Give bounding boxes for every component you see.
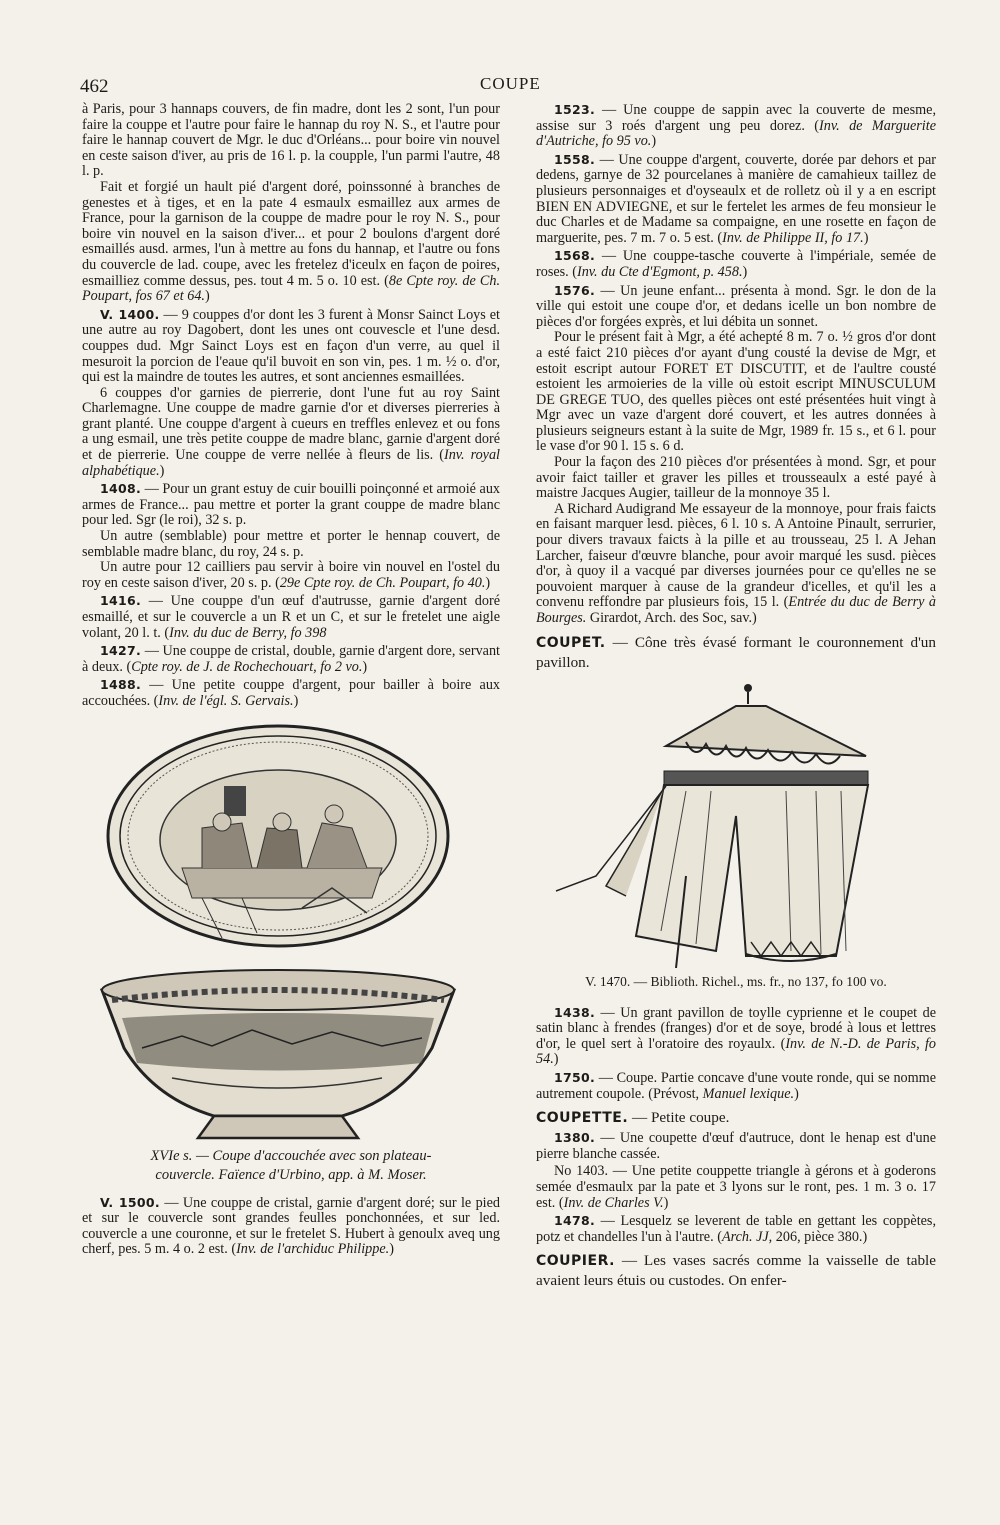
- entry-1403: No 1403. — Une petite couppette triangle à gérons et à goderons semée d'esmaulx par la pate et 3 lyons sur le ront, pes. 1 m. 3 o. 17 est. (Inv. de Charles V.): [536, 1163, 936, 1211]
- entry-1488: 1488. — Une petite couppe d'argent, pour bailler à boire aux accouchées. (Inv. de l'égl. S. Gervais.): [82, 677, 501, 709]
- entry-date: 1523.: [554, 102, 596, 117]
- entry-1478: 1478. — Lesquelz se leverent de table en gettant les coppètes, potz et chandelles l'un à l'autre. (Arch. JJ, 206, pièce 380.): [536, 1213, 937, 1245]
- lemma-coupier: COUPIER. — Les vases sacrés comme la vaisselle de table avaient leurs étuis ou custodes. On enfer-: [536, 1252, 936, 1290]
- entry-1380: 1380. — Une coupette d'œuf d'autruce, dont le henap est d'une pierre blanche cassée.: [536, 1130, 936, 1162]
- source-citation: Inv. de Charles V.: [563, 1194, 664, 1211]
- bowl-illustration: [82, 718, 500, 1143]
- entry-1438: 1438. — Un grant pavillon de toylle cyprienne et le coupet de satin blanc à frendes (franges) d'or et de soye, brodé à lous et lettres d'or, le quel sert à l'oratoire des royaulx. (Inv. de N.-D. de Paris, fo 54.): [536, 1004, 937, 1068]
- entry-continued: à Paris, pour 3 hannaps couvers, de fin madre, dont les 2 sont, l'un pour faire la couppe et l'autre pour faire le hannap du roy N. S., et l'autre pour faire le hannap couvert de Mgr. le duc d'Orléans... pour boire vin nouvel en ceste saison d'iver, au pris de 16 l. p. la coupple, l'un parmi l'autre, 48 l. p.: [82, 101, 500, 180]
- entry-date: 1408.: [100, 481, 142, 497]
- entry-date: 1427.: [100, 643, 142, 659]
- source-citation: Cpte roy. de J. de Rochechouart, fo 2 vo.: [131, 658, 363, 675]
- entry-date: 1438.: [554, 1004, 596, 1020]
- lemma-coupette: COUPETTE. — Petite coupe.: [536, 1109, 730, 1127]
- headword: COUPET.: [536, 634, 606, 651]
- running-head: COUPE: [480, 74, 541, 93]
- source-citation: Inv. de Marguerite d'Autriche, fo 95 vo.: [536, 117, 936, 150]
- entry-paragraph: A Richard Audigrand Me essayeur de la monnoye, pour frais faicts en faisant marquer lesd. pièces, 6 l. 10 s. A Antoine Pinault, serrurier, pour divers travaux faicts à la pille et au trousseau, 25 l. A Jehan Larcher, faiseur d'œuvre blanche, pour avoir marqué les susd. pièces d'or, à quoy il a vacqué par diverses journées pour ce qu'elles ne se pouvoient marquer à cause de la grandeur d'icelles, et qu'il les a convenu reffondre par plusieurs fois, 15 l. (Entrée du duc de Berry à Bourges. Girardot, Arch. des Soc, sav.): [536, 500, 937, 626]
- entry-1576: 1576. — Un jeune enfant... présenta à mond. Sgr. le don de la ville qui estoit une coupe d'or, et dedans icelle un bon nombre de pièces d'or forgées exprès, et lui débita un sonnet.: [536, 282, 937, 330]
- pavilion-illustration: [536, 676, 936, 968]
- entry-paragraph: 6 couppes d'or garnies de pierrerie, dont l'une fut au roy Saint Charlemagne. Une couppe de madre garnie d'or et diverses pierreries à grant planté. Une couppe d'argent à cueurs en treffles enlevez et ou fons a ung esmail, une très petite couppe de madre blanc, garnie d'argent doré et de pierrerie. Une couppe de verre nellée à fleurs de lis. (Inv. royal alphabétique.): [82, 384, 501, 479]
- headword: COUPIER.: [536, 1253, 615, 1270]
- entry-date: 1380.: [554, 1130, 596, 1146]
- entry-date: V. 1500.: [100, 1194, 160, 1210]
- source-citation: 29e Cpte roy. de Ch. Poupart, fo 40.: [279, 574, 486, 591]
- figure-caption: XVIe s. — Coupe d'accouchée avec son plateau- couvercle. Faïence d'Urbino, app. à M. Moser.: [150, 1147, 432, 1183]
- source-citation: Inv. du duc de Berry, fo 398: [169, 624, 327, 641]
- headword: COUPETTE.: [536, 1110, 629, 1127]
- entry-1523: 1523. — Une couppe de sappin avec la couverte de mesme, assise sur 3 roés d'argent ung peu dorez. (Inv. de Marguerite d'Autriche, fo 95 vo.): [536, 102, 936, 150]
- entry-paragraph: Fait et forgié un hault pié d'argent doré, poinssonné à branches de genestes et à tiges, et en la pate 4 esmaulx esmaillez aux armes de France, pour la garnison de la couppe de madre pour le roy N. S., pour boire vin nouvel en la saison d'iver... et pour 2 boulons d'argent doré esmaillés ausd. armes, l'un à mettre au fons du hannap, et l'autre ou fons du couvercle de lad. coupe, avec les fretelez d'iceulx en façon de poires, esmailliez comme dessus, pes. tout 4 m. 5 o. 10 est. (8e Cpte roy. de Ch. Poupart, fos 67 et 64.): [82, 178, 500, 305]
- source-citation: Inv. de N.-D. de Paris, fo 54.: [536, 1035, 937, 1068]
- source-citation: Inv. de l'égl. S. Gervais.: [158, 692, 294, 709]
- entry-date: 1558.: [554, 151, 596, 167]
- source-citation: Entrée du duc de Berry à Bourges.: [536, 594, 937, 626]
- entry-date: V. 1400.: [100, 306, 160, 322]
- left-column: [82, 102, 500, 1258]
- entry-1568: 1568. — Une couppe-tasche couverte à l'impériale, semée de roses. (Inv. du Cte d'Egmont, p. 458.): [536, 248, 937, 280]
- page-number: 462: [80, 76, 109, 97]
- entry-date: 1488.: [100, 677, 142, 693]
- entry-1500: V. 1500. — Une couppe de cristal, garnie d'argent doré; sur le pied et sur le couvercle sont grandes feulles ponchonnées, et sur led. couvercle a une couronne, et sur le fretelet S. Hubert à genoulx aveq ung cherf, pes. 5 m. 4 o. 2 est. (Inv. de l'archiduc Philippe.): [82, 1194, 500, 1258]
- entry-1408: 1408. — Pour un grant estuy de cuir bouilli poinçonné et armoié aux armes de France... pau mettre et porter la grant couppe de madre blanc pour led. Sgr (le roi), 32 s. p.: [82, 481, 501, 529]
- entry-date: 1568.: [554, 248, 596, 264]
- source-citation: Arch. JJ,: [721, 1228, 773, 1245]
- entry-date: 1750.: [554, 1069, 596, 1085]
- source-citation: Manuel lexique.: [702, 1085, 795, 1102]
- entry-1416: 1416. — Une couppe d'un œuf d'autrusse, garnie d'argent doré esmaillé, et sur le couvercle a un R et un C, et sur le fretelet une aigle volant, 20 l. t. (Inv. du duc de Berry, fo 398: [82, 593, 501, 641]
- source-citation: Inv. de Philippe II, fo 17.: [722, 229, 864, 246]
- source-citation: Inv. royal alphabétique.: [82, 447, 501, 479]
- right-column: [536, 102, 936, 1290]
- entry-paragraph: Pour la façon des 210 pièces d'or présentées à mond. Sgr, et pour avoir faict tailler et graver les pilles et trousseaulx a esté payé à maistre Jacques Augier, tailleur de la monnoye 35 l.: [536, 454, 936, 502]
- source-citation: Inv. de l'archiduc Philippe.: [236, 1241, 390, 1258]
- entry-date: 1416.: [100, 593, 142, 609]
- source-citation: 8e Cpte roy. de Ch. Poupart, fos 67 et 64.: [82, 272, 500, 305]
- entry-1400: V. 1400. — 9 couppes d'or dont les 3 furent à Monsr Sainct Loys et une autre au roy Dagobert, dont les unes ont couvescle et l'une desd. couppes dud. Mgr Sainct Loys est en façon d'un verre, au quel il mesuroit la porcion de l'eaue qu'il buvoit en son vin, pes. 1 m. ½ o. d'or, qui est la maindre de toutes les autres, et sont anciennes esmaillées.: [82, 306, 500, 386]
- entry-date: 1478.: [554, 1213, 596, 1229]
- entry-paragraph: Pour le présent fait à Mgr, a été achepté 8 m. 7 o. ½ gros d'or dont a esté faict 210 pièces d'or ayant d'ung cousté la devise de Mgr, et estoit escript autour FORET ET DISCUTIT, et de l'aultre cousté estoient les armoieries de la ville où estoit escript MINUSCULUM DE GREGE TUO, des quelles pièces ont esté présentées huit vingt à Mgr avec un vaze d'argent doré couvert, et les autres données à plusieurs seigneurs estant à la suite de Mgr, 1989 fr. 15 s., et 6 l. pour le vase d'or 90 l. 15 s. 6 d.: [536, 329, 936, 455]
- entry-1558: 1558. — Une couppe d'argent, couverte, dorée par dehors et par dedens, garnye de 32 pourcelanes à manière de camahieux taillez de plusieurs personnaiges et d'oyseaulx et de rolletz où il y a en escript BIEN EN ADVIEGNE, et sur le fertelet les armes de feu monsieur le duc Charles et de Madame sa compaigne, en une rosette en façon de marguerite, pes. 7 m. 7 o. 5 est. (Inv. de Philippe II, fo 17.): [536, 151, 936, 246]
- entry-date: 1576.: [554, 282, 596, 298]
- source-citation: Inv. du Cte d'Egmont, p. 458.: [576, 263, 743, 280]
- entry-1427: 1427. — Une couppe de cristal, double, garnie d'argent dore, servant à deux. (Cpte roy. de J. de Rochechouart, fo 2 vo.): [82, 643, 500, 675]
- figure-caption: V. 1470. — Biblioth. Richel., ms. fr., no 137, fo 100 vo.: [585, 973, 887, 989]
- entry-date: No 1403.: [554, 1163, 609, 1180]
- entry-1750: 1750. — Coupe. Partie concave d'une voute ronde, qui se nomme autrement coupole. (Prévost, Manuel lexique.): [536, 1069, 936, 1102]
- lemma-coupet: COUPET. — Cône très évasé formant le couronnement d'un pavillon.: [536, 633, 936, 671]
- entry-paragraph: Un autre pour 12 cailliers pau servir à boire vin nouvel en l'ostel du roy en ceste saison d'iver, 20 s. p. (29e Cpte roy. de Ch. Poupart, fo 40.): [82, 559, 500, 591]
- entry-paragraph: Un autre (semblable) pour mettre et porter le hennap couvert, de semblable madre blanc, du roy, 24 s. p.: [82, 528, 500, 560]
